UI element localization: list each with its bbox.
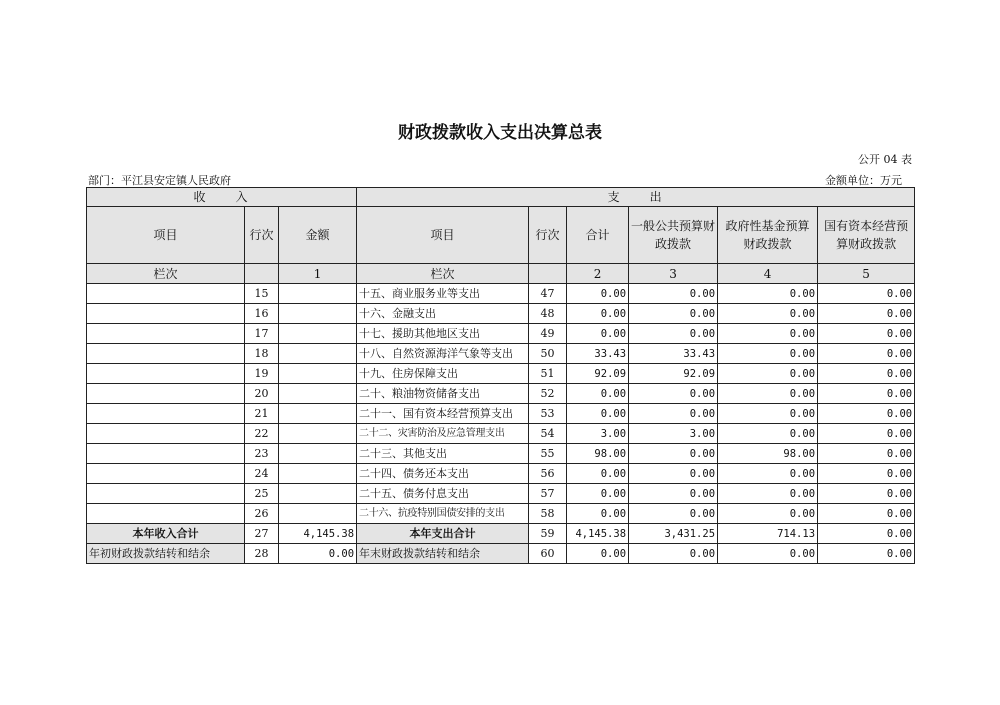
index-cell: 栏次 <box>357 264 529 284</box>
table-row <box>87 444 915 464</box>
income-item-cell <box>87 384 245 404</box>
index-cell <box>529 264 567 284</box>
income-item-cell <box>87 464 245 484</box>
total-cell: 3.00 <box>567 424 629 444</box>
index-row <box>87 264 915 284</box>
expense-line-cell: 54 <box>529 424 567 444</box>
general-budget-cell: 0.00 <box>629 444 718 464</box>
general-budget-cell: 0.00 <box>629 304 718 324</box>
total-cell: 0.00 <box>567 544 629 564</box>
general-budget-cell: 3,431.25 <box>629 524 718 544</box>
income-line-cell: 24 <box>245 464 279 484</box>
expense-item-cell: 二十三、其他支出 <box>357 444 529 464</box>
fund-budget-cell: 98.00 <box>718 444 818 464</box>
income-item-cell <box>87 444 245 464</box>
total-cell: 0.00 <box>567 504 629 524</box>
expense-line-cell: 50 <box>529 344 567 364</box>
state-capital-cell: 0.00 <box>818 364 915 384</box>
expense-line-cell: 47 <box>529 284 567 304</box>
general-budget-cell: 0.00 <box>629 324 718 344</box>
income-line-cell: 20 <box>245 384 279 404</box>
total-cell: 92.09 <box>567 364 629 384</box>
income-amount-cell: 0.00 <box>279 544 357 564</box>
income-amount-cell <box>279 304 357 324</box>
income-line-cell: 28 <box>245 544 279 564</box>
index-cell: 2 <box>567 264 629 284</box>
expense-line-cell: 52 <box>529 384 567 404</box>
col-income-amount: 金额 <box>279 207 357 264</box>
fund-budget-cell: 0.00 <box>718 284 818 304</box>
expense-line-cell: 59 <box>529 524 567 544</box>
income-amount-cell <box>279 484 357 504</box>
expense-item-cell: 二十、粮油物资储备支出 <box>357 384 529 404</box>
state-capital-cell: 0.00 <box>818 324 915 344</box>
income-item-cell <box>87 304 245 324</box>
fund-budget-cell: 714.13 <box>718 524 818 544</box>
col-income-line: 行次 <box>245 207 279 264</box>
general-budget-cell: 3.00 <box>629 424 718 444</box>
form-number: 公开 04 表 <box>858 153 912 166</box>
fund-budget-cell: 0.00 <box>718 424 818 444</box>
state-capital-cell: 0.00 <box>818 444 915 464</box>
total-cell: 0.00 <box>567 284 629 304</box>
fund-budget-cell: 0.00 <box>718 324 818 344</box>
expense-item-cell: 十六、金融支出 <box>357 304 529 324</box>
income-amount-cell <box>279 284 357 304</box>
expense-line-cell: 56 <box>529 464 567 484</box>
income-amount-cell <box>279 364 357 384</box>
expense-item-cell: 十七、援助其他地区支出 <box>357 324 529 344</box>
expense-line-cell: 55 <box>529 444 567 464</box>
income-amount-cell: 4,145.38 <box>279 524 357 544</box>
expense-item-cell: 十五、商业服务业等支出 <box>357 284 529 304</box>
total-cell: 0.00 <box>567 484 629 504</box>
income-amount-cell <box>279 404 357 424</box>
table-row <box>87 404 915 424</box>
fund-budget-cell: 0.00 <box>718 464 818 484</box>
total-cell: 0.00 <box>567 464 629 484</box>
income-line-cell: 19 <box>245 364 279 384</box>
expense-item-cell: 十八、自然资源海洋气象等支出 <box>357 344 529 364</box>
section-header-row <box>87 188 915 207</box>
expense-header: 支 出 <box>357 188 915 207</box>
index-cell: 4 <box>718 264 818 284</box>
expense-item-cell: 二十五、债务付息支出 <box>357 484 529 504</box>
total-cell: 0.00 <box>567 384 629 404</box>
expense-line-cell: 60 <box>529 544 567 564</box>
income-item-cell <box>87 364 245 384</box>
expense-item-cell: 二十六、抗疫特别国债安排的支出 <box>357 504 529 524</box>
expense-item-cell: 十九、住房保障支出 <box>357 364 529 384</box>
state-capital-cell: 0.00 <box>818 544 915 564</box>
income-line-cell: 25 <box>245 484 279 504</box>
general-budget-cell: 0.00 <box>629 284 718 304</box>
total-cell: 0.00 <box>567 324 629 344</box>
income-amount-cell <box>279 464 357 484</box>
budget-table <box>86 187 915 564</box>
total-cell: 98.00 <box>567 444 629 464</box>
table-row <box>87 524 915 544</box>
column-header-row <box>87 207 915 264</box>
income-item-cell: 本年收入合计 <box>87 524 245 544</box>
income-header: 收 入 <box>87 188 357 207</box>
general-budget-cell: 0.00 <box>629 484 718 504</box>
income-line-cell: 21 <box>245 404 279 424</box>
income-item-cell <box>87 424 245 444</box>
fund-budget-cell: 0.00 <box>718 484 818 504</box>
state-capital-cell: 0.00 <box>818 304 915 324</box>
general-budget-cell: 0.00 <box>629 404 718 424</box>
expense-item-cell: 本年支出合计 <box>357 524 529 544</box>
income-line-cell: 26 <box>245 504 279 524</box>
income-line-cell: 18 <box>245 344 279 364</box>
income-line-cell: 23 <box>245 444 279 464</box>
expense-line-cell: 49 <box>529 324 567 344</box>
state-capital-cell: 0.00 <box>818 424 915 444</box>
fund-budget-cell: 0.00 <box>718 544 818 564</box>
income-amount-cell <box>279 444 357 464</box>
income-amount-cell <box>279 504 357 524</box>
table-row <box>87 324 915 344</box>
col-expense-item: 项目 <box>357 207 529 264</box>
general-budget-cell: 33.43 <box>629 344 718 364</box>
income-item-cell <box>87 484 245 504</box>
general-budget-cell: 0.00 <box>629 464 718 484</box>
income-item-cell <box>87 344 245 364</box>
income-item-cell: 年初财政拨款结转和结余 <box>87 544 245 564</box>
page-title: 财政拨款收入支出决算总表 <box>398 123 602 143</box>
table-row <box>87 304 915 324</box>
department-label: 部门：平江县安定镇人民政府 <box>88 174 231 187</box>
index-cell: 栏次 <box>87 264 245 284</box>
state-capital-cell: 0.00 <box>818 284 915 304</box>
expense-line-cell: 51 <box>529 364 567 384</box>
income-line-cell: 15 <box>245 284 279 304</box>
expense-line-cell: 57 <box>529 484 567 504</box>
index-cell: 3 <box>629 264 718 284</box>
col-fund-budget: 政府性基金预算财政拨款 <box>718 207 818 264</box>
income-line-cell: 27 <box>245 524 279 544</box>
total-cell: 0.00 <box>567 404 629 424</box>
col-general-budget: 一般公共预算财政拨款 <box>629 207 718 264</box>
table-row <box>87 544 915 564</box>
total-cell: 4,145.38 <box>567 524 629 544</box>
state-capital-cell: 0.00 <box>818 524 915 544</box>
expense-item-cell: 二十一、国有资本经营预算支出 <box>357 404 529 424</box>
total-cell: 0.00 <box>567 304 629 324</box>
income-item-cell <box>87 324 245 344</box>
total-cell: 33.43 <box>567 344 629 364</box>
table-row <box>87 484 915 504</box>
table-row <box>87 424 915 444</box>
table-row <box>87 504 915 524</box>
general-budget-cell: 92.09 <box>629 364 718 384</box>
general-budget-cell: 0.00 <box>629 504 718 524</box>
income-amount-cell <box>279 324 357 344</box>
col-expense-line: 行次 <box>529 207 567 264</box>
col-total: 合计 <box>567 207 629 264</box>
fund-budget-cell: 0.00 <box>718 364 818 384</box>
income-line-cell: 17 <box>245 324 279 344</box>
income-line-cell: 16 <box>245 304 279 324</box>
amount-unit-label: 金额单位：万元 <box>825 174 902 187</box>
fund-budget-cell: 0.00 <box>718 304 818 324</box>
state-capital-cell: 0.00 <box>818 384 915 404</box>
table-row <box>87 284 915 304</box>
col-state-capital: 国有资本经营预算财政拨款 <box>818 207 915 264</box>
expense-item-cell: 年末财政拨款结转和结余 <box>357 544 529 564</box>
fund-budget-cell: 0.00 <box>718 344 818 364</box>
index-cell: 5 <box>818 264 915 284</box>
state-capital-cell: 0.00 <box>818 344 915 364</box>
income-item-cell <box>87 284 245 304</box>
expense-line-cell: 58 <box>529 504 567 524</box>
table-row <box>87 364 915 384</box>
general-budget-cell: 0.00 <box>629 544 718 564</box>
expense-item-cell: 二十四、债务还本支出 <box>357 464 529 484</box>
general-budget-cell: 0.00 <box>629 384 718 404</box>
income-amount-cell <box>279 384 357 404</box>
income-amount-cell <box>279 424 357 444</box>
state-capital-cell: 0.00 <box>818 404 915 424</box>
table-row <box>87 344 915 364</box>
fund-budget-cell: 0.00 <box>718 404 818 424</box>
index-cell: 1 <box>279 264 357 284</box>
fund-budget-cell: 0.00 <box>718 504 818 524</box>
expense-line-cell: 48 <box>529 304 567 324</box>
state-capital-cell: 0.00 <box>818 504 915 524</box>
income-amount-cell <box>279 344 357 364</box>
income-item-cell <box>87 504 245 524</box>
income-item-cell <box>87 404 245 424</box>
state-capital-cell: 0.00 <box>818 484 915 504</box>
income-line-cell: 22 <box>245 424 279 444</box>
table-row <box>87 464 915 484</box>
table-row <box>87 384 915 404</box>
col-income-item: 项目 <box>87 207 245 264</box>
state-capital-cell: 0.00 <box>818 464 915 484</box>
index-cell <box>245 264 279 284</box>
fund-budget-cell: 0.00 <box>718 384 818 404</box>
expense-item-cell: 二十二、灾害防治及应急管理支出 <box>357 424 529 444</box>
expense-line-cell: 53 <box>529 404 567 424</box>
